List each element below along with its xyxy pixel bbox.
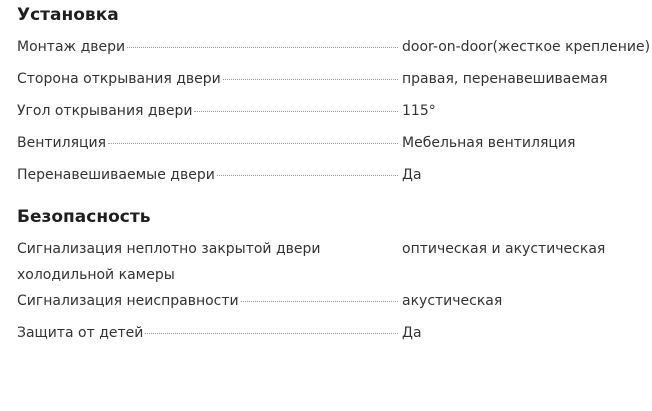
spec-value: door-on-door(жесткое крепление) bbox=[402, 39, 651, 55]
spec-value: Да bbox=[402, 325, 422, 341]
spec-label-container bbox=[17, 98, 398, 124]
spec-label-container bbox=[17, 236, 398, 288]
dotted-leader bbox=[223, 78, 398, 80]
section-title: Установка bbox=[17, 5, 119, 25]
spec-row-door-opening-side bbox=[17, 66, 640, 98]
spec-label-container bbox=[17, 320, 398, 346]
spec-row-reversible-doors bbox=[17, 162, 640, 194]
spec-value: 115° bbox=[402, 103, 436, 119]
dotted-leader bbox=[127, 46, 398, 48]
dotted-leader bbox=[194, 110, 398, 112]
spec-label-container bbox=[17, 66, 398, 92]
spec-label-container bbox=[17, 288, 398, 314]
spec-label: Угол открывания двери bbox=[17, 103, 193, 119]
spec-row-door-opening-angle bbox=[17, 98, 640, 130]
spec-label-container bbox=[17, 130, 398, 156]
spec-value: правая, перенавешиваемая bbox=[402, 71, 608, 87]
spec-label-container bbox=[17, 34, 398, 60]
spec-label: Монтаж двери bbox=[17, 39, 126, 55]
spec-label: Вентиляция bbox=[17, 135, 107, 151]
spec-label: Сигнализация неплотно закрытой двери холодильной камеры bbox=[17, 241, 321, 283]
dotted-leader bbox=[217, 174, 398, 176]
spec-row-ventilation bbox=[17, 130, 640, 162]
spec-row-door-ajar-alarm bbox=[17, 236, 640, 288]
spec-label: Сторона открывания двери bbox=[17, 71, 221, 87]
spec-value: оптическая и акустическая bbox=[402, 241, 606, 257]
spec-row-fault-alarm bbox=[17, 288, 640, 320]
spec-label: Перенавешиваемые двери bbox=[17, 167, 215, 183]
dotted-leader bbox=[145, 332, 398, 334]
spec-label-container bbox=[17, 162, 398, 188]
section-installation bbox=[17, 4, 651, 194]
dotted-leader bbox=[241, 300, 398, 302]
spec-label: Защита от детей bbox=[17, 325, 144, 341]
spec-value: Мебельная вентиляция bbox=[402, 135, 576, 151]
spec-label: Сигнализация неисправности bbox=[17, 293, 239, 309]
dotted-leader bbox=[108, 142, 398, 144]
section-safety bbox=[17, 206, 640, 352]
spec-row-door-mounting bbox=[17, 34, 651, 66]
spec-value: Да bbox=[402, 167, 422, 183]
spec-row-child-lock bbox=[17, 320, 640, 352]
spec-value: акустическая bbox=[402, 293, 503, 309]
section-title: Безопасность bbox=[17, 207, 151, 227]
